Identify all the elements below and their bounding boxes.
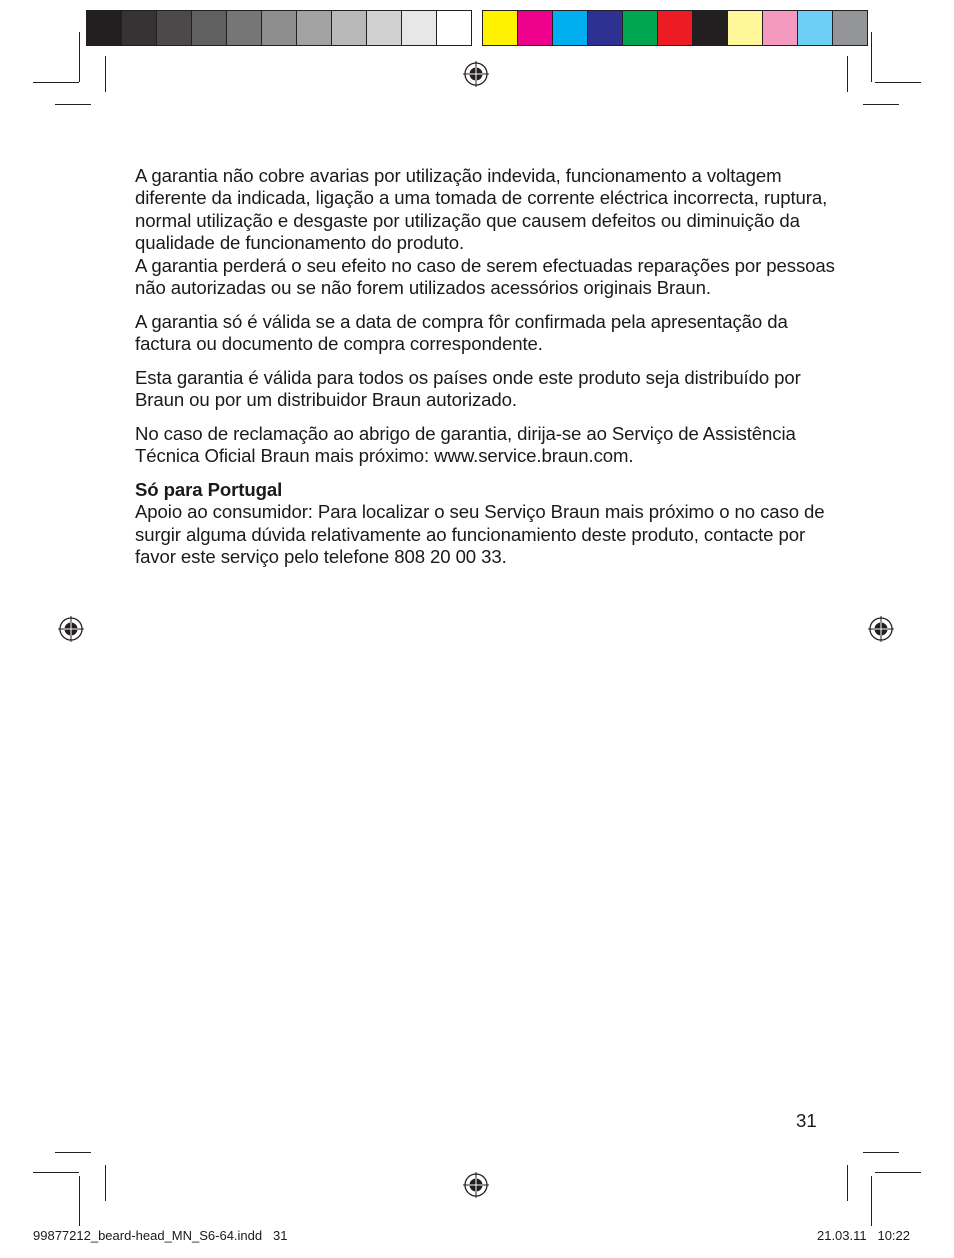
- crop-mark: [33, 82, 79, 83]
- warranty-text-block: [135, 165, 835, 569]
- color-swatch: [227, 11, 262, 45]
- crop-mark: [79, 32, 80, 82]
- section-heading: Só para Portugal: [135, 479, 283, 501]
- color-swatch: [833, 11, 867, 45]
- warranty-void-text: A garantia perderá o seu efeito no caso de serem efectuadas reparações por pessoas não autorizadas ou se não forem utilizados acessórios originais Braun.: [135, 254, 835, 299]
- color-swatch: [798, 11, 833, 45]
- color-swatch: [553, 11, 588, 45]
- color-swatch: [763, 11, 798, 45]
- color-swatch: [262, 11, 297, 45]
- page-number: 31: [796, 1110, 817, 1131]
- color-swatch: [157, 11, 192, 45]
- slug-timestamp: 21.03.11 10:22: [816, 1228, 910, 1243]
- registration-mark-icon: [463, 61, 489, 87]
- crop-mark: [875, 82, 921, 83]
- registration-mark-icon: [463, 1172, 489, 1198]
- warranty-exclusions-text: A garantia não cobre avarias por utilização indevida, funcionamento a voltagem diferente da indicada, ligação a uma tomada de corrente eléctrica incorrecta, ruptura, normal utilização e desgaste por utilização que causem defeitos ou diminuição da qualidade de funcionamento do produto.: [135, 165, 828, 254]
- process-color-bar: [482, 10, 868, 46]
- crop-mark: [875, 1172, 921, 1173]
- consumer-support-text: Apoio ao consumidor: Para localizar o seu Serviço Braun mais próximo o no caso de surgir alguma dúvida relativamente ao funcionamiento deste produto, contacte por favor este serviço pelo telefone 808 20 00 33.: [135, 501, 825, 568]
- crop-mark: [871, 32, 872, 82]
- color-swatch: [728, 11, 763, 45]
- crop-mark: [105, 56, 106, 92]
- color-swatch: [192, 11, 227, 45]
- crop-mark: [863, 104, 899, 105]
- registration-mark-icon: [58, 616, 84, 642]
- color-swatch: [518, 11, 553, 45]
- color-swatch: [332, 11, 367, 45]
- color-swatch: [367, 11, 402, 45]
- paragraph: [135, 479, 835, 569]
- color-swatch: [483, 11, 518, 45]
- crop-mark: [871, 1176, 872, 1226]
- color-swatch: [623, 11, 658, 45]
- crop-mark: [33, 1172, 79, 1173]
- grayscale-color-bar: [86, 10, 472, 46]
- crop-mark: [55, 1152, 91, 1153]
- color-swatch: [297, 11, 332, 45]
- crop-mark: [79, 1176, 80, 1226]
- crop-mark: [847, 56, 848, 92]
- color-swatch: [87, 11, 122, 45]
- paragraph: A garantia só é válida se a data de compra fôr confirmada pela apresentação da factura ou documento de compra correspondente.: [135, 310, 788, 355]
- crop-mark: [55, 104, 91, 105]
- color-swatch: [437, 11, 471, 45]
- crop-mark: [863, 1152, 899, 1153]
- slug-filename: 99877212_beard-head_MN_S6-64.indd 31: [33, 1228, 288, 1243]
- color-swatch: [588, 11, 623, 45]
- color-swatch: [402, 11, 437, 45]
- paragraph: Esta garantia é válida para todos os países onde este produto seja distribuído por Braun ou por um distribuidor Braun autorizado.: [135, 366, 801, 411]
- color-swatch: [122, 11, 157, 45]
- paragraph: [135, 165, 835, 299]
- paragraph: No caso de reclamação ao abrigo de garantia, dirija-se ao Serviço de Assistência Técnica Oficial Braun mais próximo: www.service.braun.com.: [135, 422, 796, 467]
- crop-mark: [847, 1165, 848, 1201]
- color-swatch: [658, 11, 693, 45]
- registration-mark-icon: [868, 616, 894, 642]
- crop-mark: [105, 1165, 106, 1201]
- color-swatch: [693, 11, 728, 45]
